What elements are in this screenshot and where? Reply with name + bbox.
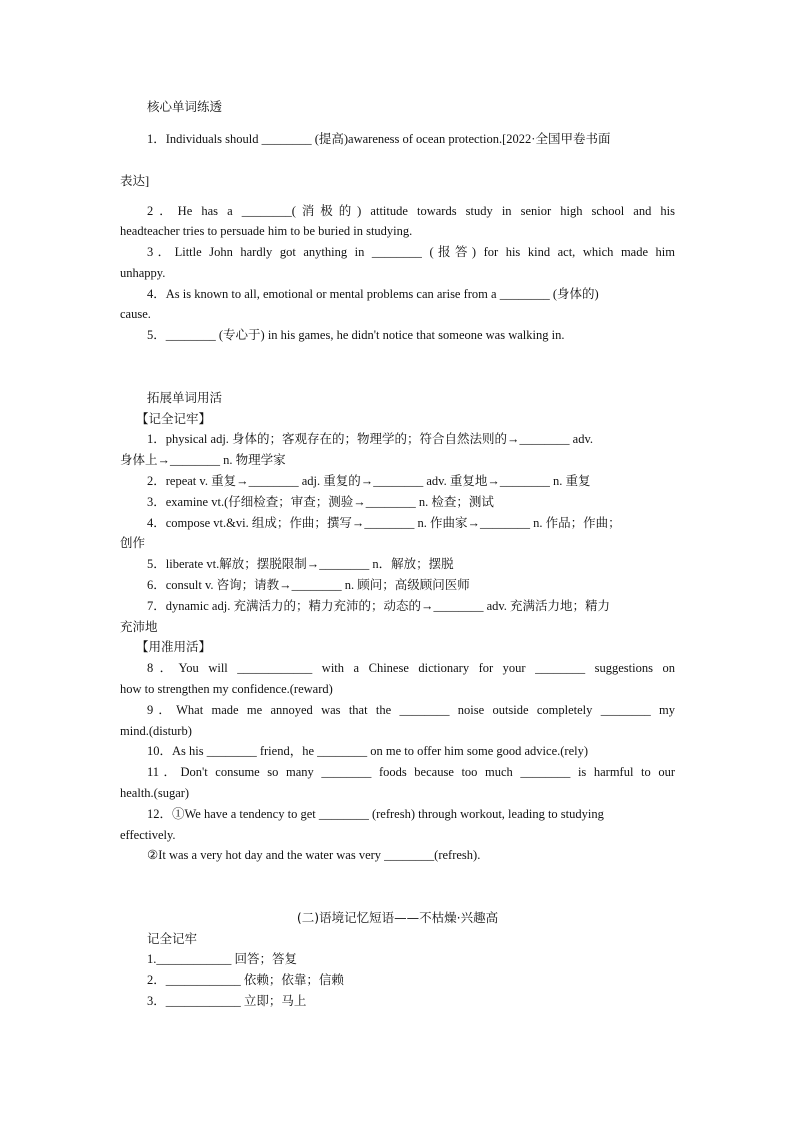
usage-9-line-1: 9．What made me annoyed was that the ________ noise outside completely ________ my — [147, 703, 675, 717]
section-title-extended-words: 拓展单词用活 — [147, 390, 223, 405]
word-1-line-1: 1．physical adj. 身体的；客观存在的；物理学的；符合自然法则的→________ adv. — [147, 432, 594, 446]
usage-12-line-3: ②It was a very hot day and the water was very ________(refresh). — [147, 848, 481, 862]
question-3-line-1: 3．Little John hardly got anything in ________ (报答) for his kind act, which made him — [147, 245, 675, 259]
question-1-line-1: 1．Individuals should ________ (提高)awareness of ocean protection.[2022·全国甲卷书面 — [147, 132, 611, 146]
word-7-line-2: 充沛地 — [120, 620, 158, 634]
question-2-line-1: 2．He has a ________(消极的) attitude towards study in senior high school and his — [147, 204, 675, 218]
subheading-memorize: 【记全记牢】 — [136, 411, 212, 426]
usage-12-line-1: 12．①We have a tendency to get ________ (refresh) through workout, leading to studying — [147, 807, 604, 821]
phrase-1: 1.____________ 回答；答复 — [147, 952, 298, 966]
question-4-line-1: 4．As is known to all, emotional or mental problems can arise from a ________ (身体的) — [147, 287, 599, 301]
word-2: 2．repeat v. 重复→________ adj. 重复的→________ adv. 重复地→________ n. 重复 — [147, 474, 591, 488]
word-1-line-2: 身体上→________ n. 物理学家 — [120, 453, 286, 467]
word-4-line-1: 4．compose vt.&vi. 组成；作曲；撰写→________ n. 作曲家→________ n. 作品；作曲； — [147, 516, 621, 530]
usage-11-line-1: 11．Don't consume so many ________ foods because too much ________ is harmful to our — [147, 765, 675, 779]
question-2-line-2: headteacher tries to persuade him to be buried in studying. — [120, 224, 413, 238]
section-title-core-words: 核心单词练透 — [147, 99, 223, 114]
phrase-2: 2．____________ 依赖；依靠；信赖 — [147, 973, 344, 987]
word-7-line-1: 7．dynamic adj. 充满活力的；精力充沛的；动态的→________ adv. 充满活力地；精力 — [147, 599, 611, 613]
usage-12-line-2: effectively. — [120, 828, 176, 842]
section-title-phrases: (二)语境记忆短语——不枯燥·兴趣高 — [296, 910, 499, 925]
word-4-line-2: 创作 — [120, 536, 146, 550]
word-3: 3．examine vt.(仔细检查；审查；测验→________ n. 检查；测试 — [147, 495, 494, 509]
word-6: 6．consult v. 咨询；请教→________ n. 顾问；高级顾问医师 — [147, 578, 470, 592]
question-4-line-2: cause. — [120, 307, 151, 321]
phrase-3: 3．____________ 立即；马上 — [147, 994, 307, 1008]
subheading-use: 【用准用活】 — [136, 639, 212, 654]
usage-11-line-2: health.(sugar) — [120, 786, 190, 800]
question-3-line-2: unhappy. — [120, 266, 166, 280]
usage-9-line-2: mind.(disturb) — [120, 724, 192, 738]
usage-8-line-2: how to strengthen my confidence.(reward) — [120, 682, 333, 696]
question-5: 5．________ (专心于) in his games, he didn't notice that someone was walking in. — [147, 328, 565, 342]
word-5: 5．liberate vt.解放；摆脱限制→________ n．解放；摆脱 — [147, 557, 454, 571]
usage-8-line-1: 8．You will ____________ with a Chinese dictionary for your ________ suggestions on — [147, 661, 675, 675]
subheading-phrases-memorize: 记全记牢 — [147, 931, 198, 946]
usage-10: 10．As his ________ friend，he ________ on me to offer him some good advice.(rely) — [147, 744, 589, 758]
question-1-line-2: 表达] — [120, 174, 150, 188]
